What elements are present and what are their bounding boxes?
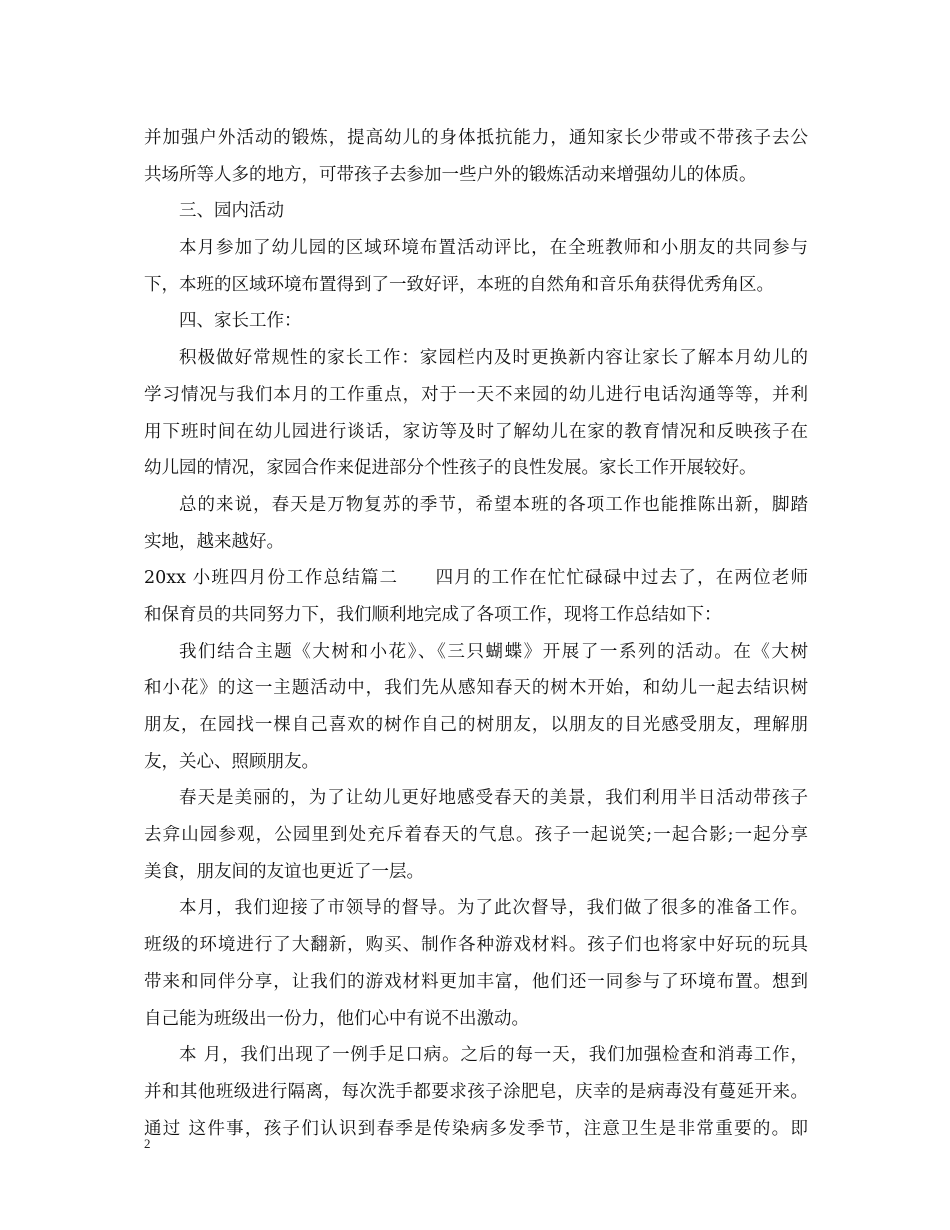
text-line: 美食，朋友间的友谊也更近了一层。 [144, 861, 424, 882]
text-line: 春天是美丽的，为了让幼儿更好地感受春天的美景，我们利用半日活动带孩子 [179, 788, 808, 809]
text-line: 学习情况与我们本月的工作重点，对于一天不来园的幼儿进行电话沟通等等，并利 [144, 384, 808, 405]
text-line: 和保育员的共同努力下，我们顺利地完成了各项工作，现将工作总结如下： [144, 604, 722, 625]
text-line: 下，本班的区域环境布置得到了一致好评，本班的自然角和音乐角获得优秀角区。 [144, 274, 774, 295]
text-line: 通过 这件事，孩子们认识到春季是传染病多发季节，注意卫生是非常重要的。即 [144, 1118, 808, 1139]
text-line: 并加强户外活动的锻炼，提高幼儿的身体抵抗能力，通知家长少带或不带孩子去公 [144, 128, 808, 148]
text-line: 实地，越来越好。 [144, 531, 284, 552]
text-line: 用下班时间在幼儿园进行谈话，家访等及时了解幼儿在家的教育情况和反映孩子在 [144, 421, 808, 442]
text-line: 带来和同伴分享，让我们的游戏材料更加丰富，他们还一同参与了环境布置。想到 [144, 971, 808, 992]
text-line: 我们结合主题《大树和小花》、《三只蝴蝶》开展了一系列的活动。在《大树 [179, 641, 808, 662]
text-line: 朋友，在园找一棵自己喜欢的树作自己的树朋友，以朋友的目光感受朋友，理解朋 [144, 715, 808, 735]
article-title-line: 20xx 小班四月份工作总结篇二 四月的工作在忙忙碌碌中过去了，在两位老师 [144, 568, 808, 589]
text-line: 本 月，我们出现了一例手足口病。之后的每一天，我们加强检查和消毒工作， [179, 1045, 808, 1066]
text-line: 本月参加了幼儿园的区域环境布置活动评比，在全班教师和小朋友的共同参与 [179, 238, 808, 259]
text-line: 班级的环境进行了大翻新，购买、制作各种游戏材料。孩子们也将家中好玩的玩具 [144, 935, 808, 956]
text-line: 本月，我们迎接了市领导的督导。为了此次督导，我们做了很多的准备工作。 [179, 898, 808, 919]
body-text [144, 120, 808, 1147]
section-heading-campus-activities: 三、园内活动 [179, 201, 284, 222]
text-line: 自己能为班级出一份力，他们心中有说不出激动。 [144, 1008, 529, 1029]
text-line: 幼儿园的情况，家园合作来促进部分个性孩子的良性发展。家长工作开展较好。 [144, 458, 757, 479]
text-line: 去弇山园参观，公园里到处充斥着春天的气息。孩子一起说笑;一起合影;一起分享 [144, 825, 808, 846]
text-line: 共场所等人多的地方，可带孩子去参加一些户外的锻炼活动来增强幼儿的体质。 [144, 164, 757, 185]
text-line: 和小花》的这一主题活动中，我们先从感知春天的树木开始，和幼儿一起去结识树 [144, 678, 808, 699]
section-heading-parent-work: 四、家长工作： [179, 311, 302, 332]
text-line: 总的来说，春天是万物复苏的季节，希望本班的各项工作也能推陈出新，脚踏 [179, 494, 808, 515]
text-line: 并和其他班级进行隔离，每次洗手都要求孩子涂肥皂，庆幸的是病毒没有蔓延开来。 [144, 1081, 808, 1102]
text-line: 友，关心、照顾朋友。 [144, 751, 319, 772]
page-number: 2 [144, 1136, 151, 1151]
text-line: 积极做好常规性的家长工作：家园栏内及时更换新内容让家长了解本月幼儿的 [179, 348, 808, 369]
